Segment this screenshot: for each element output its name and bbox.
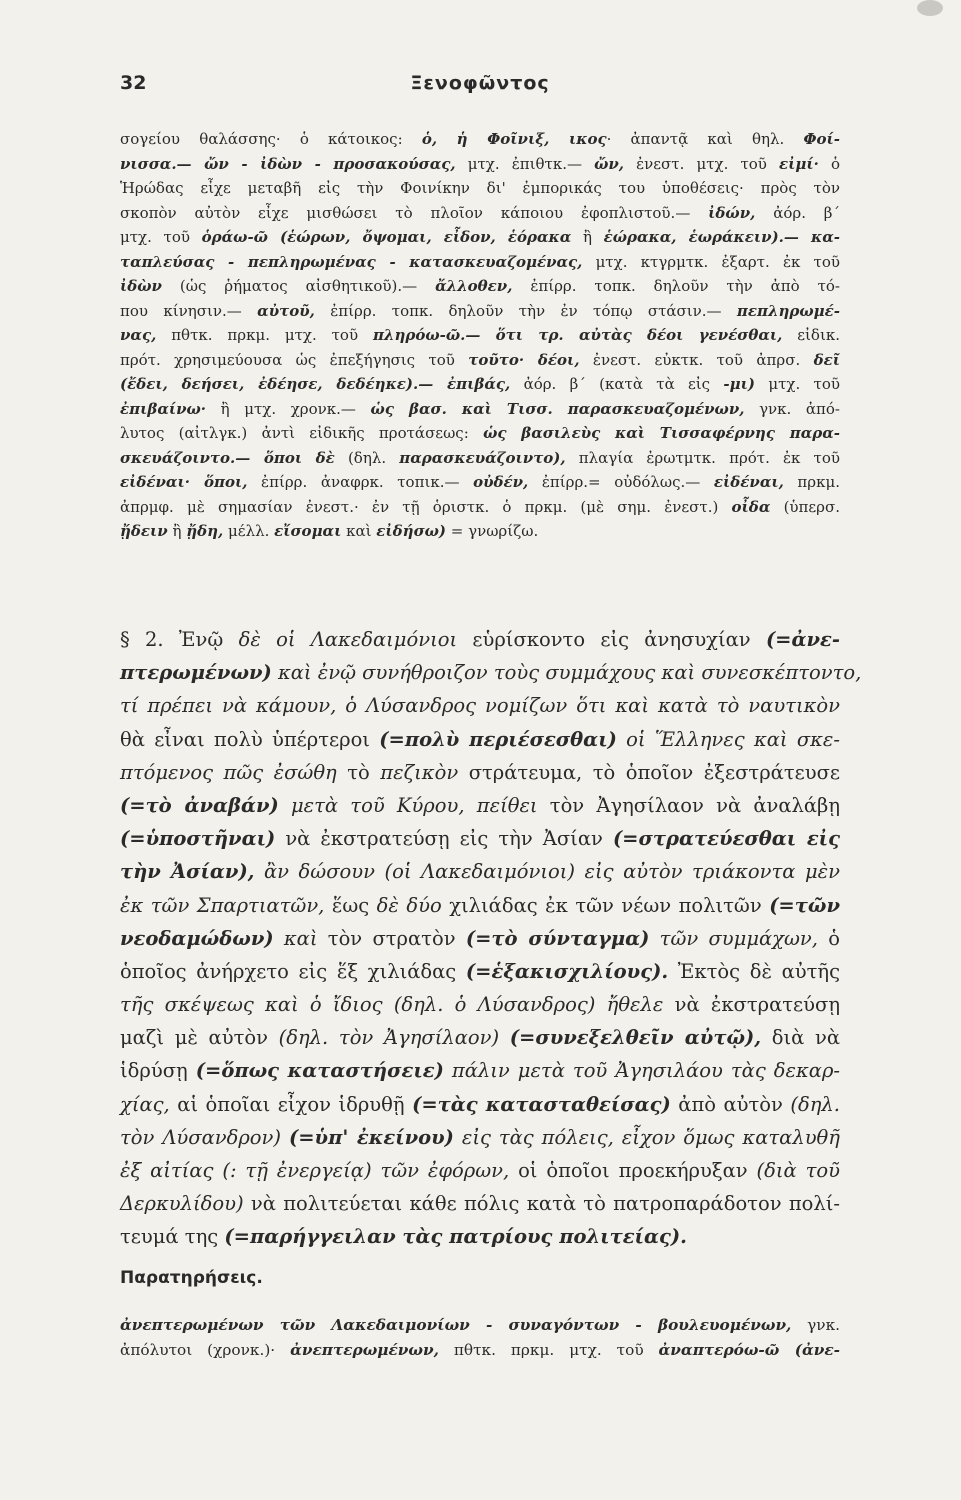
text-run: πρκμ. (783, 473, 841, 491)
emphasis-run: (=ὅπως καταστήσειε) (195, 1059, 444, 1083)
emphasis-run: εἰδέναι, (713, 473, 784, 491)
emphasis-run: -μι) (723, 375, 755, 393)
emphasis-run: εἴσομαι (274, 522, 342, 540)
text-run: ἕως (324, 893, 377, 917)
emphasis-run: (=ὑποστῆναι) (120, 827, 276, 851)
text-run: νὰ ἐκστρατεύσῃ εἰς τὴν Ἀσίαν (275, 827, 613, 851)
emphasis-run: εἰδήσω) (376, 522, 447, 540)
emphasis-run: εἰμί· (779, 154, 819, 173)
text-line (120, 689, 840, 722)
text-run: εὑρίσκοντο εἰς ἀνησυχίαν (457, 628, 766, 651)
text-run: ἢ (167, 522, 187, 540)
text-line (120, 299, 840, 324)
text-run: γνκ. ἀπό- (744, 399, 840, 418)
text-run: νὰ ἐκστρατεύσῃ (663, 993, 841, 1017)
text-line (120, 495, 840, 520)
text-run: νὰ πολιτεύεται κάθε πόλις κατὰ τὸ πατροπαράδοτον πολί- (243, 1192, 840, 1216)
emphasis-run: (=τὰς κατασταθείσας) (412, 1092, 671, 1116)
text-run: πρότ. χρησιμεύουσα ὡς ἐπεξήγησις τοῦ (120, 350, 469, 369)
text-line (120, 723, 840, 756)
text-line (120, 152, 840, 177)
text-line (120, 1338, 840, 1363)
text-run: σκοπὸν αὐτὸν εἶχε μισθώσει τὸ πλοῖον κάποιου ἐφοπλιστοῦ.— (120, 203, 709, 222)
text-line (120, 822, 840, 855)
text-run: μτχ. ἐπιθτκ.— (455, 154, 595, 173)
text-run: χίας, (120, 1092, 170, 1116)
text-line (120, 470, 840, 495)
text-run: θὰ εἶναι πολὺ ὑπέρτεροι (120, 727, 380, 751)
book-title: Ξενοφῶντος (410, 72, 550, 94)
emphasis-run: παρασκευάζοιντο), (399, 448, 566, 467)
text-run: μτχ. τοῦ (754, 375, 840, 393)
text-line (120, 372, 840, 397)
emphasis-run: ἀνεπτερωμένων, (290, 1341, 439, 1359)
emphasis-run: (=ἀνε- (765, 628, 840, 651)
text-line (120, 922, 840, 955)
text-line (120, 1154, 840, 1187)
text-line (120, 421, 840, 446)
text-run: πεζικὸν (380, 760, 459, 784)
text-run: μέλλ. (223, 522, 275, 540)
emphasis-run: πληρόω-ῶ.— ὅτι τρ. αὐτὰς δέοι γενέσθαι, (372, 326, 783, 344)
text-run: γνκ. (791, 1316, 840, 1334)
text-line (120, 1088, 840, 1121)
text-line (120, 1220, 840, 1253)
emphasis-run: ὁ, ἡ Φοῖνιξ, ικος (421, 130, 607, 148)
text-line (120, 323, 840, 348)
emphasis-run: πτερωμένων) (120, 661, 272, 685)
emphasis-run: (=τὸ ἀναβάν) (120, 793, 279, 817)
observations-notes (120, 1313, 840, 1363)
emphasis-run: νας, (120, 326, 157, 344)
text-run: καὶ (273, 926, 318, 950)
emphasis-run: ἄλλοθεν, (435, 277, 513, 295)
text-line (120, 225, 840, 250)
text-run: τῶν συμμάχων, (649, 926, 818, 950)
text-run: σογείου θαλάσσης· ὁ κάτοικος: (120, 130, 422, 148)
text-run: που κίνησιν.— (120, 301, 258, 320)
emphasis-run: σκευάζοιντο.— ὅποι δὲ (120, 448, 335, 467)
text-line (120, 623, 840, 656)
text-run: (δηλ. (334, 448, 400, 467)
text-line (120, 789, 840, 822)
text-run: ἢ (571, 228, 604, 246)
text-run: ὁ (818, 154, 840, 173)
text-run: ἢ μτχ. χρονκ.— (206, 399, 371, 418)
emphasis-run: τὴν Ἀσίαν), (120, 860, 255, 884)
text-run: ἂν δώσουν (οἱ Λακεδαιμόνιοι) εἰς αὐτὸν τριάκοντα μὲν (254, 860, 840, 884)
observations-heading: Παρατηρήσεις. (120, 1268, 263, 1288)
text-run: καὶ (341, 522, 377, 540)
text-run: ἱδρύσῃ (120, 1059, 196, 1083)
text-line (120, 656, 862, 689)
text-run: οἱ ὁποῖοι προεκήρυξαν (509, 1159, 757, 1182)
text-run: δὲ οἱ Λακεδαιμόνιοι (238, 628, 458, 651)
emphasis-run: πεπληρωμέ- (736, 301, 840, 320)
text-run: ἐπίρρ. τοπκ. δηλοῦν τὴν ἀπὸ τό- (512, 277, 841, 295)
commentary-notes (120, 127, 840, 544)
ink-blot (917, 0, 943, 16)
text-line (120, 1313, 840, 1338)
emphasis-run: τοῦτο· δέοι, (468, 350, 580, 369)
text-run: ἐπίρρ. ἀναφρκ. τοπικ.— (247, 473, 474, 491)
text-run: ἐπίρρ. τοπκ. δηλοῦν τὴν ἐν τόπῳ στάσιν.— (314, 301, 737, 320)
text-run: (διὰ τοῦ (756, 1159, 840, 1182)
emphasis-run: ὤν, (594, 154, 624, 173)
text-run: τὸ (336, 760, 381, 784)
text-line (120, 348, 840, 373)
text-run: εἰδικ. (782, 326, 840, 344)
text-run: λυτος (αἰτλγκ.) ἀντὶ εἰδικῆς προτάσεως: (120, 424, 484, 442)
text-line (120, 1121, 840, 1154)
emphasis-run: ὡς βασ. καὶ Τισσ. παρασκευαζομένων, (370, 399, 745, 418)
text-run: ὁ (817, 926, 840, 950)
text-run: αἱ ὁποῖαι εἶχον ἱδρυθῇ (169, 1092, 413, 1116)
emphasis-run: οἶδα (731, 497, 771, 516)
text-run: ὁποῖος ἀνήρχετο εἰς ἕξ χιλιάδας (120, 959, 466, 983)
text-line (120, 274, 840, 299)
text-run: ἀόρ. β΄ (κατὰ τὰ εἰς (510, 375, 724, 393)
emphasis-run: (ἔδει, δεήσει, ἐδέησε, δεδέηκε).— ἐπιβάς, (120, 375, 511, 393)
text-line (120, 1021, 840, 1054)
text-run: δὲ δύο (376, 893, 442, 917)
emphasis-run: νισσα.— ὤν - ἰδὼν - προσακούσας, (120, 154, 456, 173)
text-run: καὶ ἐνῷ συνήθροιζον τοὺς συμμάχους καὶ συνεσκέπτοντο, (271, 661, 862, 685)
emphasis-run: ᾔδη, (186, 522, 224, 540)
emphasis-run: εἰδέναι· ὅποι, (120, 473, 248, 491)
emphasis-run: (=πολὺ περιέσεσθαι) (379, 727, 617, 751)
text-run: = γνωρίζω. (446, 522, 539, 540)
emphasis-run: (=παρήγγειλαν τὰς πατρίους πολιτείας). (224, 1225, 687, 1249)
emphasis-run: Φοί- (803, 130, 840, 148)
text-line (120, 519, 840, 544)
emphasis-run: ἀνεπτερωμένων τῶν Λακεδαιμονίων - συναγόντων - βουλευομένων, (120, 1316, 792, 1334)
text-run: Ἐκτὸς δὲ αὐτῆς (668, 959, 840, 983)
text-line (120, 446, 840, 471)
text-line (120, 855, 840, 888)
text-line (120, 1187, 840, 1220)
text-run: πλαγία ἐρωτμτκ. πρότ. ἐκ τοῦ (565, 448, 841, 467)
text-run: στράτευμα, τὸ ὁποῖον ἐξεστράτευσε (458, 760, 840, 784)
emphasis-run: ἀναπτερόω-ῶ (ἀνε- (658, 1341, 840, 1359)
emphasis-run: ὡς βασιλεὺς καὶ Τισσαφέρνης παρα- (483, 424, 840, 442)
text-run: οἱ Ἕλληνες καὶ σκε- (616, 727, 840, 751)
text-run: διὰ νὰ (761, 1026, 840, 1050)
text-run: πάλιν μετὰ τοῦ Ἀγησιλάου τὰς δεκαρ- (443, 1059, 840, 1083)
text-line (120, 176, 840, 201)
emphasis-run: ᾔδειν (120, 522, 168, 540)
text-run: ἐπίρρ.= οὐδόλως.— (528, 473, 714, 491)
text-run: ἐνεστ. μτχ. τοῦ (624, 154, 780, 173)
emphasis-run: οὐδέν, (473, 473, 529, 491)
text-line (120, 397, 840, 422)
page-number: 32 (120, 72, 147, 94)
emphasis-run: (=τὸ σύνταγμα) (465, 926, 650, 950)
text-run: · ἀπαντᾷ καὶ θηλ. (606, 130, 804, 148)
text-run: Ἡρώδας εἶχε μεταβῆ εἰς τὴν Φοινίκην δι' ἐμπορικάς του ὑποθέσεις· πρὸς τὸν (120, 179, 840, 197)
emphasis-run: ταπλεύσας - πεπληρωμένας - κατασκευαζομένας, (120, 252, 583, 271)
emphasis-run: ἐπιβαίνω· (120, 399, 207, 418)
text-run: μτχ. κτγρμτκ. ἐξαρτ. ἐκ τοῦ (582, 252, 841, 271)
text-run: § 2. (120, 628, 179, 651)
text-run: ἀόρ. β΄ (755, 203, 840, 222)
emphasis-run: αὐτοῦ, (257, 301, 315, 320)
text-line (120, 127, 840, 152)
text-line (120, 988, 840, 1021)
text-run: τὸν στρατὸν (317, 926, 466, 950)
emphasis-run: ὁράω-ῶ (ἑώρων, ὄψομαι, εἶδον, ἑόρακα (201, 228, 572, 246)
emphasis-run: (=συνεξελθεῖν αὐτῷ), (509, 1026, 762, 1050)
text-line (120, 955, 840, 988)
emphasis-run: ἰδὼν (120, 277, 162, 295)
text-run: πθτκ. πρκμ. μτχ. τοῦ (156, 326, 373, 344)
text-run: ἐξ αἰτίας (: τῇ ἐνεργείᾳ) τῶν ἐφόρων, (120, 1159, 510, 1182)
emphasis-run: ἰδών, (708, 203, 756, 222)
text-run (499, 1026, 510, 1049)
text-run: Ἐνῷ (178, 628, 239, 651)
translation-paragraph (120, 623, 862, 1254)
text-run: πθτκ. πρκμ. μτχ. τοῦ (438, 1341, 659, 1359)
text-run: ἐκ τῶν Σπαρτιατῶν, (120, 893, 325, 917)
text-line (120, 1054, 840, 1087)
text-run: (δηλ. τὸν Ἀγησίλαον) (278, 1026, 500, 1050)
text-run: εἰς τὰς πόλεις, εἶχον ὅμως καταλυθῆ (453, 1125, 840, 1149)
emphasis-run: (=ἑξακισχιλίους). (465, 959, 669, 983)
text-run: ἀπόλυτοι (χρονκ.)· (120, 1341, 291, 1359)
text-run: μαζὶ μὲ αὐτὸν (120, 1026, 279, 1050)
text-run: τί πρέπει νὰ κάμουν, ὁ Λύσανδρος νομίζων ὅτι καὶ κατὰ τὸ ναυτικὸν (120, 694, 840, 718)
text-line (120, 889, 840, 922)
text-line (120, 250, 840, 275)
text-run: μτχ. τοῦ (120, 228, 202, 246)
text-run: τὸν Λύσανδρον) (120, 1125, 289, 1149)
text-run: ἀπὸ αὐτὸν (670, 1092, 791, 1116)
emphasis-run: (=ὑπ' ἐκείνου) (288, 1125, 454, 1149)
emphasis-run: (=στρατεύεσθαι εἰς (612, 827, 840, 851)
text-run: ἐνεστ. εὐκτκ. τοῦ ἀπρσ. (579, 350, 814, 369)
emphasis-run: ἑώρακα, ἑωράκειν).— κα- (603, 228, 840, 246)
text-run: μετὰ τοῦ Κύρου, πείθει (278, 793, 538, 817)
text-line (120, 201, 840, 226)
emphasis-run: (=τῶν (769, 893, 840, 917)
text-run: (δηλ. (790, 1092, 840, 1116)
text-run: πτόμενος πῶς ἐσώθη (120, 760, 337, 784)
text-run: χιλιάδας ἐκ τῶν νέων πολιτῶν (441, 893, 770, 917)
text-run: (ὡς ῥήματος αἰσθητικοῦ).— (161, 277, 436, 295)
text-run: τευμά της (120, 1225, 225, 1249)
text-run: τῆς σκέψεως καὶ ὁ ἴδιος (δηλ. ὁ Λύσανδρος) ἤθελε (120, 993, 664, 1017)
running-head (120, 72, 840, 102)
text-run: Δερκυλίδου) (120, 1192, 244, 1216)
text-line (120, 756, 840, 789)
emphasis-run: δεῖ (813, 350, 840, 369)
text-run: τὸν Ἀγησίλαον νὰ ἀναλάβῃ (537, 793, 841, 817)
text-run: (ὑπερσ. (770, 497, 840, 516)
text-run: ἀπρμφ. μὲ σημασίαν ἐνεστ.· ἐν τῇ ὁριστκ. ὁ πρκμ. (μὲ σημ. ἐνεστ.) (120, 497, 732, 516)
emphasis-run: νεοδαμώδων) (120, 926, 274, 950)
